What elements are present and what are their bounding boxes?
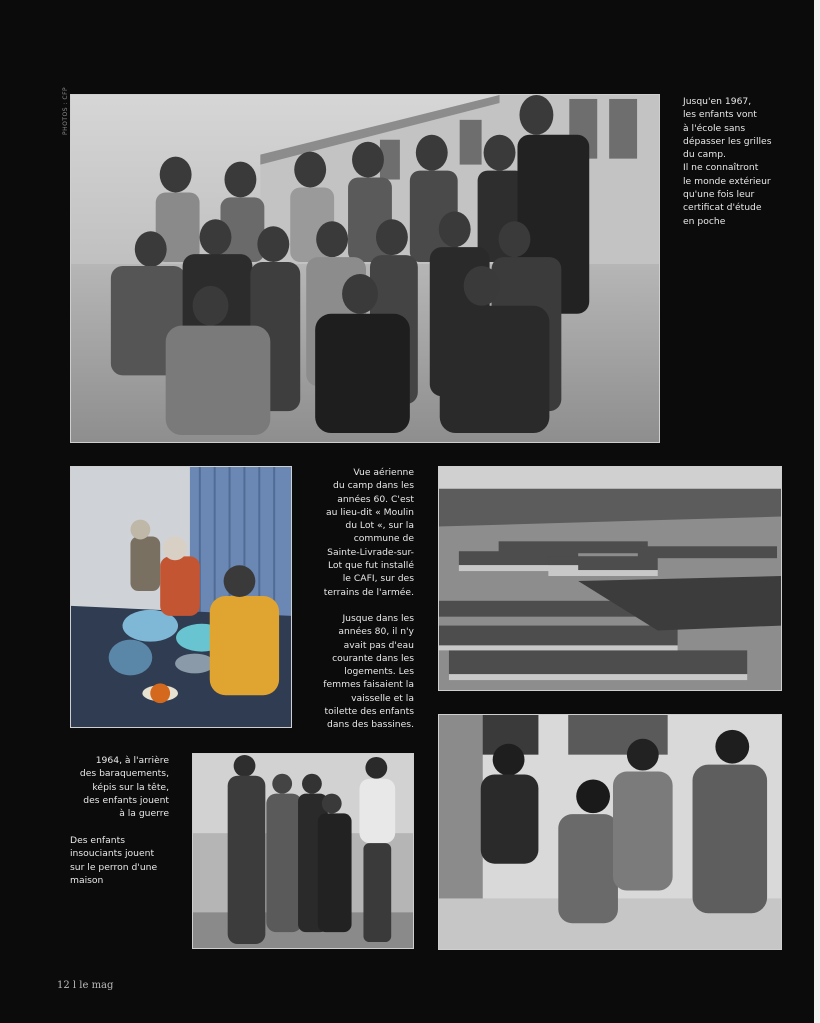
porch-caption: Des enfants insouciants jouent sur le perron d'une maison [70,835,158,886]
page-edge [814,0,820,1023]
class-photo-caption: Jusqu'en 1967, les enfants vont à l'école sans dépasser les grilles du camp. Il ne connaîtront le monde extérieur qu'une fois leur certificat d'étude en poche [683,96,772,227]
aerial-photo [438,466,782,691]
war-game-photo [192,753,414,949]
aerial-caption: Vue aérienne du camp dans les années 60. C'est au lieu-dit « Moulin du Lot «, sur la commune de Sainte-Livrade-sur- Lot que fut installé le CAFI, sur des terrains de l'armée. [323,467,414,598]
class-photo [70,94,660,443]
war-game-caption: 1964, à l'arrière des baraquements, képis sur la tête, des enfants jouent à la guerre [79,755,169,820]
water-caption: Jusque dans les années 80, il n'y avait pas d'eau courante dans les logements. Les femmes faisaient la vaisselle et la toilette des enfants dans des bassines. [323,613,414,731]
washing-photo [70,466,292,728]
porch-photo [438,714,782,950]
page-folio: 12 l le mag [57,980,114,991]
photo-credit: PHOTOS : CFP [62,86,69,135]
